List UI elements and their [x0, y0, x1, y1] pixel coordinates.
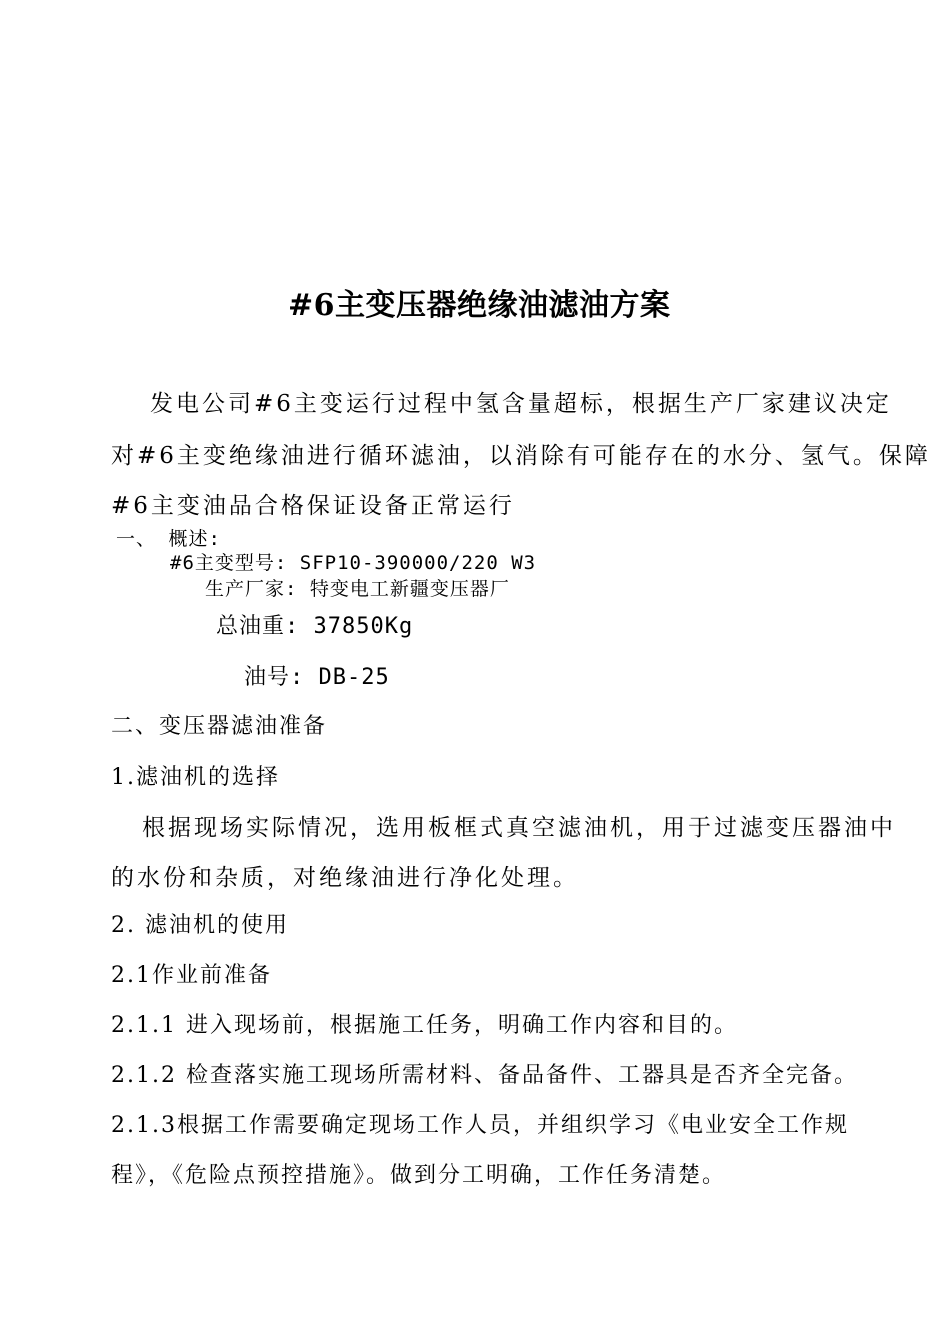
- item2-1-3-line-1: 2.1.3根据工作需要确定现场工作人员，并组织学习《电业安全工作规: [111, 1113, 849, 1138]
- transformer-model: #6主变型号: SFP10-390000/220 W3: [170, 552, 537, 574]
- item1-text-line-1: 根据现场实际情况，选用板框式真空滤油机，用于过滤变压器油中: [142, 815, 896, 841]
- item2-1-1: 2.1.1 进入现场前，根据施工任务，明确工作内容和目的。: [111, 1013, 738, 1038]
- intro-line-3: #6主变油品合格保证设备正常运行: [111, 493, 515, 519]
- item1-text-line-2: 的水份和杂质，对绝缘油进行净化处理。: [111, 865, 579, 891]
- total-oil-weight: 总油重: 37850Kg: [216, 614, 414, 639]
- item1-heading: 1.滤油机的选择: [111, 765, 280, 790]
- intro-line-2: 对#6主变绝缘油进行循环滤油，以消除有可能存在的水分、氢气。保障: [111, 443, 931, 469]
- item2-1-heading: 2.1作业前准备: [111, 963, 272, 988]
- section2-heading: 二、变压器滤油准备: [111, 714, 328, 739]
- section1-heading: 一、 概述:: [116, 528, 221, 550]
- intro-line-1: 发电公司#6主变运行过程中氢含量超标，根据生产厂家建议决定: [150, 391, 892, 417]
- manufacturer: 生产厂家: 特变电工新疆变压器厂: [205, 578, 510, 600]
- item2-heading: 2. 滤油机的使用: [111, 913, 289, 938]
- item2-1-2: 2.1.2 检查落实施工现场所需材料、备品备件、工器具是否齐全完备。: [111, 1063, 858, 1088]
- document-title: #6主变压器绝缘油滤油方案: [288, 288, 671, 323]
- oil-grade: 油号: DB-25: [244, 665, 390, 690]
- item2-1-3-line-2: 程》，《危险点预控措施》。做到分工明确，工作任务清楚。: [111, 1163, 727, 1188]
